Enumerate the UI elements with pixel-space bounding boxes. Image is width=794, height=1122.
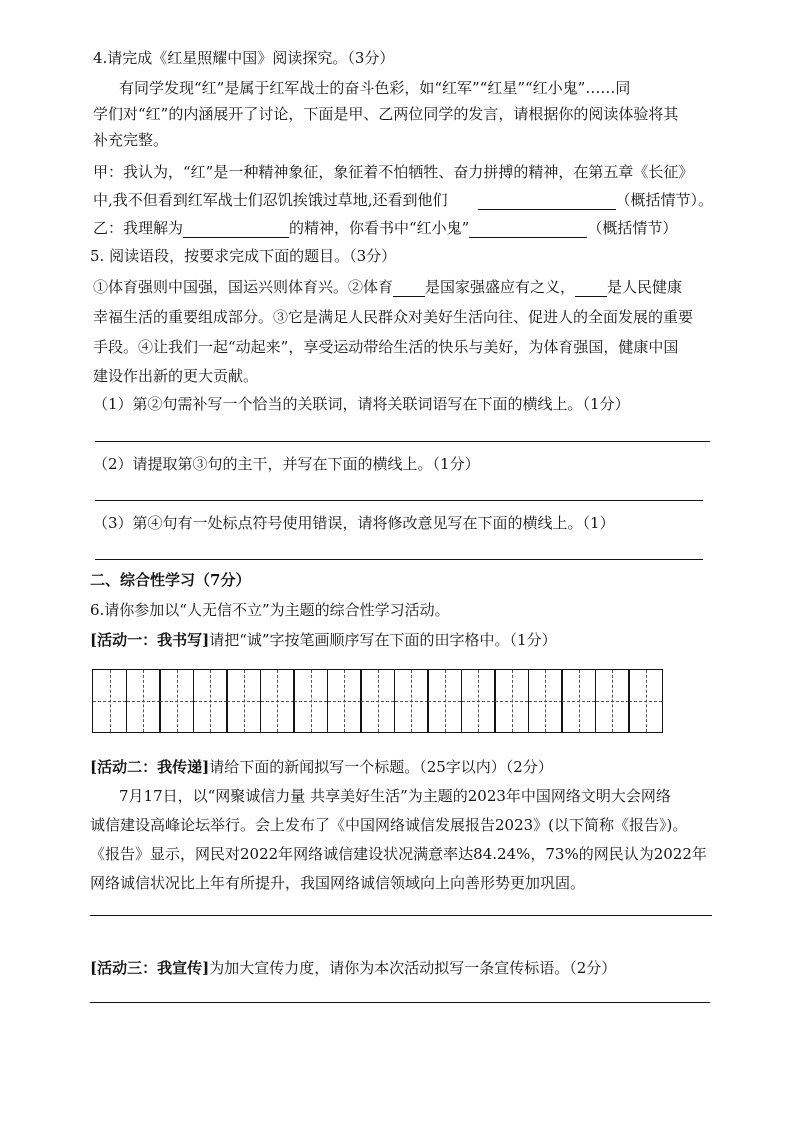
- q6-title: 6.请你参加以“人无信不立”为主题的综合性学习活动。: [90, 601, 450, 619]
- q4-intro-line1: 有同学发现“红”是属于红军战士的奋斗色彩，如“红军”“红星”“红小鬼”……同: [119, 79, 631, 97]
- news-line4: 网络诚信状况比上年有所提升，我国网络诚信领域向上向善形势更加巩固。: [90, 874, 586, 892]
- tian-zi-grid: [92, 669, 663, 733]
- activity2-text: 请给下面的新闻拟写一个标题。（25字以内）（2分）: [209, 758, 553, 776]
- activity3-text: 为加大宣传力度，请你为本次活动拟写一条宣传标语。（2分）: [209, 959, 617, 977]
- tian-zi-cell[interactable]: [193, 669, 228, 733]
- tian-zi-cell[interactable]: [260, 669, 295, 733]
- tian-zi-cell[interactable]: [293, 669, 328, 733]
- section-heading: 二、综合性学习（7分）: [90, 571, 251, 589]
- answer-line[interactable]: [95, 500, 703, 501]
- q5-sub1: （1）第②句需补写一个恰当的关联词，请将关联词语写在下面的横线上。（1分）: [93, 395, 630, 413]
- answer-line[interactable]: [95, 441, 710, 442]
- tian-zi-cell[interactable]: [595, 669, 630, 733]
- answer-line[interactable]: [90, 1002, 710, 1003]
- answer-blank[interactable]: [575, 280, 607, 297]
- q5-passage-line2: 幸福生活的重要组成部分。③它是满足人民群众对美好生活向往、促进人的全面发展的重要: [93, 308, 694, 326]
- answer-blank[interactable]: [469, 221, 587, 238]
- tian-zi-cell[interactable]: [561, 669, 596, 733]
- tian-zi-cell[interactable]: [327, 669, 362, 733]
- tian-zi-cell[interactable]: [394, 669, 429, 733]
- q4-jia-note: （概括情节）。: [615, 191, 714, 209]
- q4-jia-line2: [93, 190, 713, 210]
- tian-zi-cell[interactable]: [159, 669, 194, 733]
- q4-jia-line1: 甲：我认为，“红”是一种精神象征，象征着不怕牺牲、奋力拼搏的精神，在第五章《长征》: [93, 163, 694, 181]
- news-line2: 诚信建设高峰论坛举行。会上发布了《中国网络诚信发展报告2023》(以下简称《报告》)。: [90, 816, 688, 834]
- news-line1: 7月17日，以“网聚诚信力量 共享美好生活”为主题的2023年中国网络文明大会网络: [119, 787, 671, 805]
- q5-passage-text-c: 是人民健康: [607, 278, 683, 296]
- q5-passage-line4: 建设作出新的更大贡献。: [93, 367, 259, 385]
- tian-zi-cell[interactable]: [494, 669, 529, 733]
- q6-activity1: [90, 630, 557, 650]
- tian-zi-cell[interactable]: [427, 669, 462, 733]
- answer-blank[interactable]: [393, 280, 425, 297]
- q5-sub2: （2）请提取第③句的主干，并写在下面的横线上。（1分）: [93, 455, 480, 473]
- q6-activity3: [90, 958, 616, 978]
- activity1-text: 请把“诚”字按笔画顺序写在下面的田字格中。（1分）: [209, 631, 557, 649]
- answer-blank[interactable]: [478, 193, 616, 210]
- q5-sub3: （3）第④句有一处标点符号使用错误，请将修改意见写在下面的横线上。（1）: [93, 514, 615, 532]
- q5-passage-line1: [93, 277, 682, 297]
- tian-zi-cell[interactable]: [92, 669, 127, 733]
- q4-yi-text-a: 乙：我理解为: [93, 219, 184, 237]
- tian-zi-cell[interactable]: [126, 669, 161, 733]
- q4-jia-text: 中,我不但看到红军战士们忍饥挨饿过草地,还看到他们: [93, 191, 448, 209]
- tian-zi-cell[interactable]: [226, 669, 261, 733]
- activity1-tag: [活动一：我书写]: [90, 631, 210, 649]
- tian-zi-cell[interactable]: [360, 669, 395, 733]
- q4-intro-line3: 补充完整。: [93, 131, 169, 149]
- tian-zi-cell[interactable]: [528, 669, 563, 733]
- q4-intro-line2: 学们对“红”的内涵展开了讨论，下面是甲、乙两位同学的发言，请根据你的阅读体验将其: [93, 105, 679, 123]
- activity3-tag: [活动三：我宣传]: [90, 959, 210, 977]
- q6-activity2: [90, 757, 553, 777]
- answer-line[interactable]: [90, 915, 712, 916]
- answer-line[interactable]: [95, 559, 703, 560]
- tian-zi-cell[interactable]: [461, 669, 496, 733]
- answer-blank[interactable]: [183, 221, 289, 238]
- q5-passage-line3: 手段。④让我们一起“动起来”，享受运动带给生活的快乐与美好，为体育强国，健康中国: [93, 338, 679, 356]
- q5-passage-text-a: ①体育强则中国强，国运兴则体育兴。②体育: [93, 278, 394, 296]
- activity2-tag: [活动二：我传递]: [90, 758, 210, 776]
- news-line3: 《报告》显示，网民对2022年网络诚信建设状况满意率达84.24%，73%的网民认为2022年: [90, 845, 707, 863]
- q4-title: 4.请完成《红星照耀中国》阅读探究。（3分）: [93, 49, 395, 67]
- q5-passage-text-b: 是国家强盛应有之义，: [425, 278, 576, 296]
- q5-title: 5. 阅读语段，按要求完成下面的题目。（3分）: [90, 247, 397, 265]
- q4-yi-line: [93, 218, 677, 238]
- q4-yi-text-b: 的精神，你看书中“红小鬼”: [289, 219, 470, 237]
- q4-yi-note: （概括情节）: [587, 219, 678, 237]
- tian-zi-cell[interactable]: [628, 669, 663, 733]
